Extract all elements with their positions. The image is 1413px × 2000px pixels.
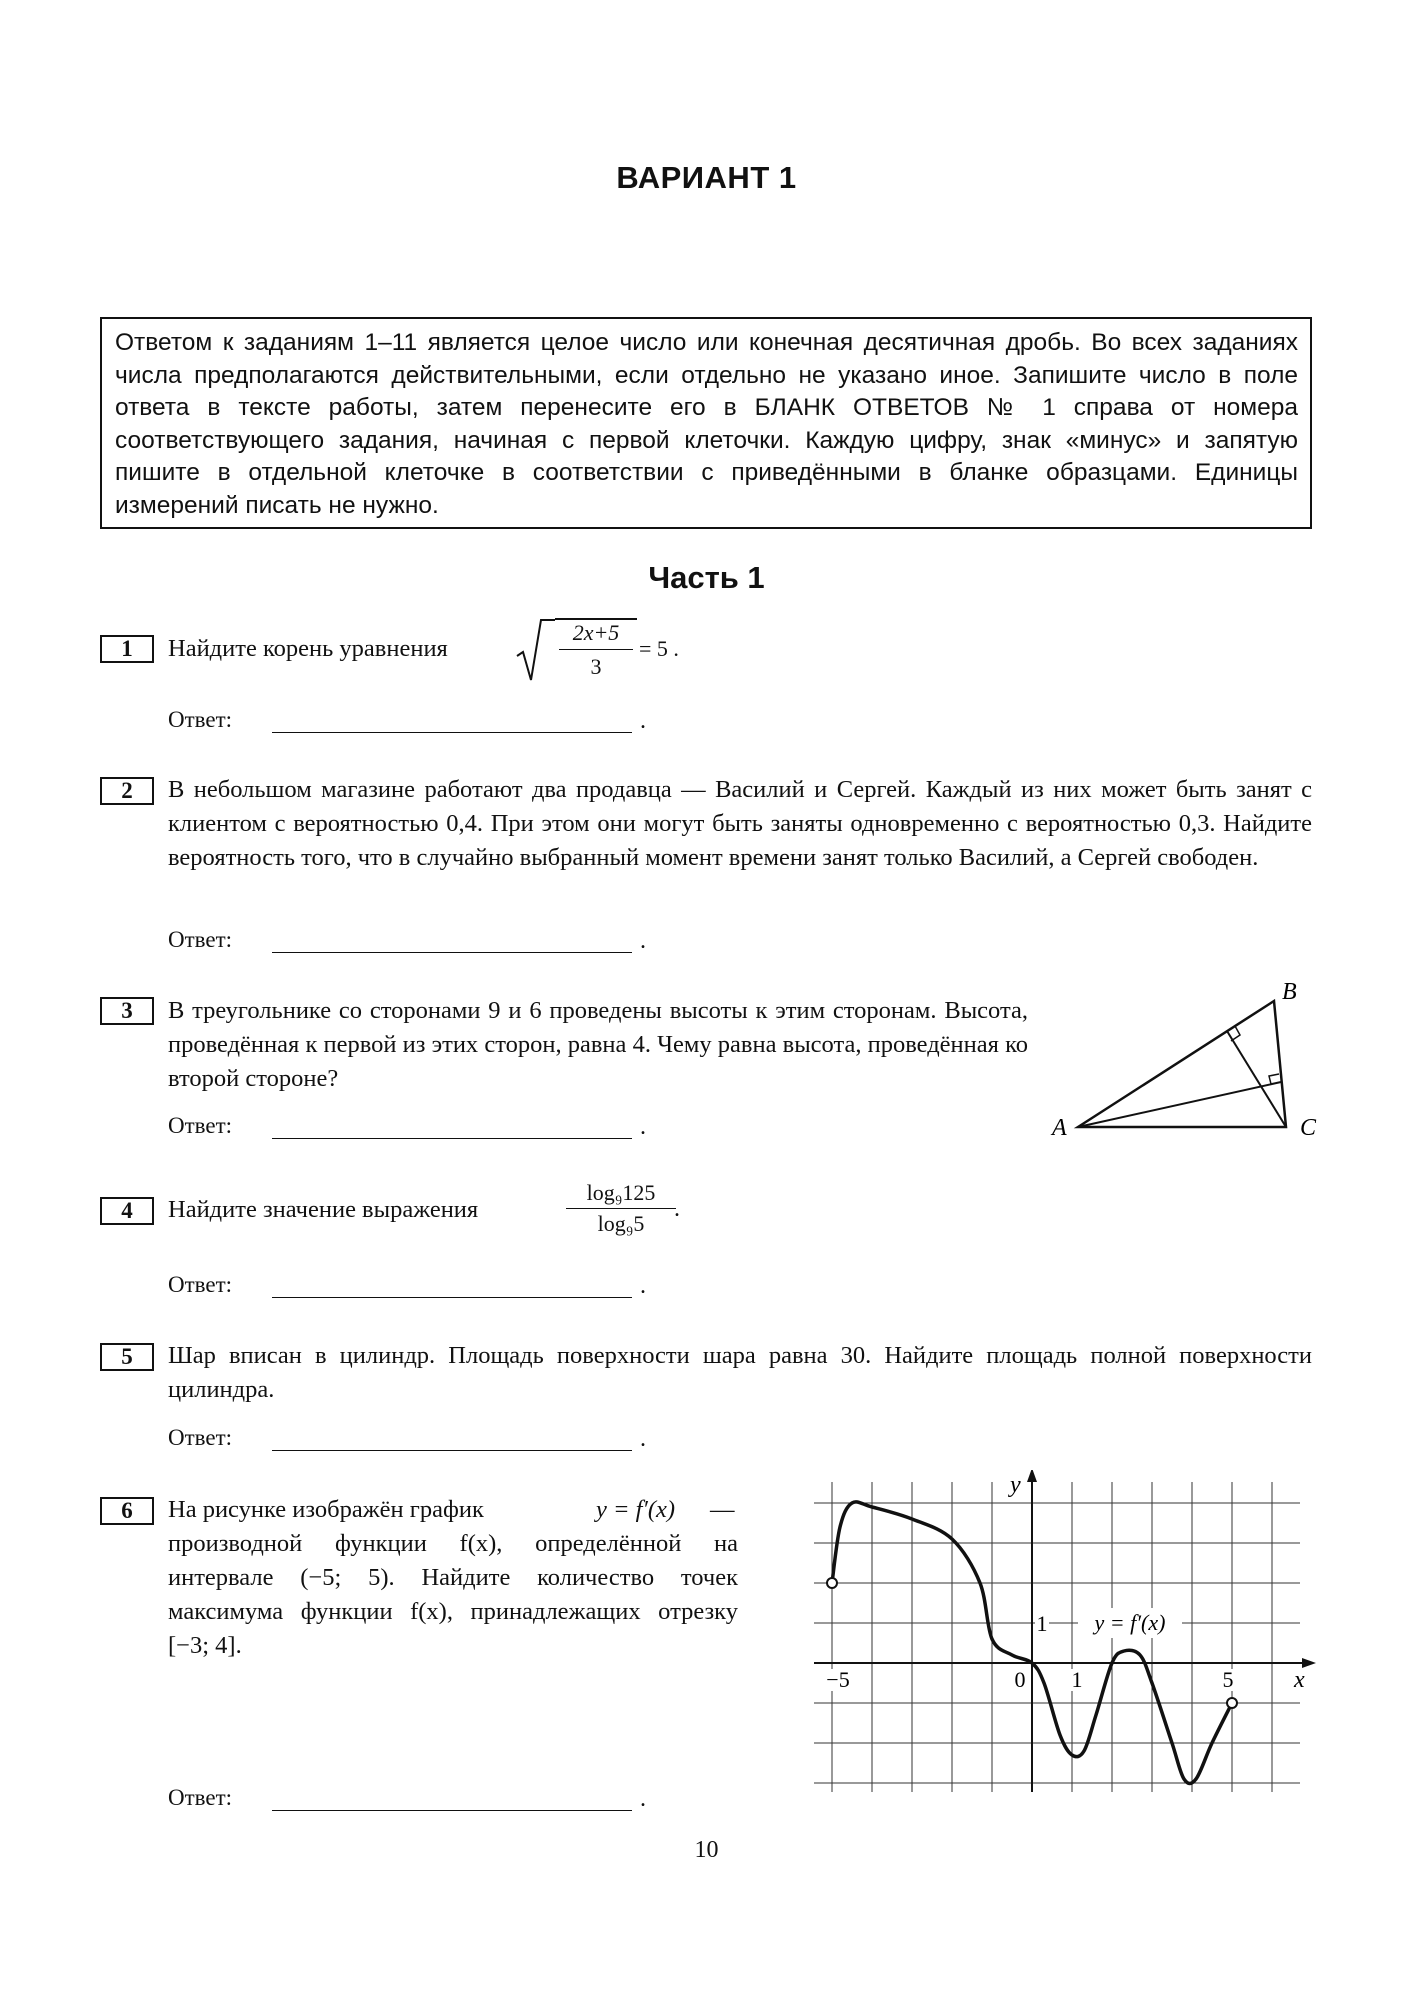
task-6-text-body: — производной функции f(x), определённой на интервале (−5; 5). Найдите количество точек максимума функции f(x), принадлежащих отрезку [−3; 4]. [168,1496,738,1659]
part-title: Часть 1 [648,560,765,595]
answer-label: Ответ: [168,707,233,732]
label-b: B [1282,979,1297,1005]
tick-label-1: 1 [1071,1667,1083,1692]
task-1-formula [515,614,695,684]
answer-dot: . [640,1273,646,1299]
instructions-box: Ответом к заданиям 1–11 является целое число или конечная десятичная дробь. Во всех заданиях числа предполагаются действительными, если отдельно не указано иное. Запишите число в поле ответа в тексте работы, затем перенесите его в БЛАНК ОТВЕТОВ № 1 справа от номера соответствующего задания, начиная с первой клеточки. Каждую цифру, знак «минус» и запятую пишите в отдельной клеточке в соответствии с приведёнными в бланке образцами. Единицы измерений писать не нужно. [100,317,1312,529]
page-title: ВАРИАНТ 1 [616,160,797,195]
graph-grid [814,1482,1300,1792]
task-number: 2 [100,777,154,805]
task-4-numerator: log₉125 [566,1180,676,1209]
task-3-text: В треугольнике со сторонами 9 и 6 проведены высоты к этим сторонам. Высота, проведённая к первой из этих сторон, равна 4. Чему равна высота, проведённая ко второй стороне? [168,997,1028,1092]
open-endpoint-left [827,1578,837,1588]
answer-field[interactable] [272,732,632,733]
task-1-text: Найдите корень уравнения [168,635,448,662]
answer-field[interactable] [272,1297,632,1298]
derivative-graph [800,1470,1320,1800]
answer-dot: . [640,1426,646,1452]
task-number: 6 [100,1497,154,1525]
page-number: 10 [694,1837,719,1863]
answer-dot: . [640,928,646,954]
open-endpoint-right [1227,1698,1237,1708]
x-axis-label: x [1294,1667,1305,1693]
answer-dot: . [640,1114,646,1140]
task-4-denominator: log₉5 [597,1211,645,1236]
task-2-text: В небольшом магазине работают два продавца — Василий и Сергей. Каждый из них может быть занят с клиентом с вероятностью 0,4. При этом они могут быть заняты одновременно с вероятностью 0,3. Найдите вероятность того, что в случайно выбранный момент времени занят только Василий, а Сергей свободен. [168,776,1312,871]
y-axis-label: y [1010,1472,1021,1498]
task-4-rhs: . [674,1196,680,1222]
tick-label-minus5: −5 [826,1667,850,1692]
y-axis-arrow-icon [1027,1470,1037,1482]
task-1-rhs: = 5 . [639,636,679,661]
task-5-text: Шар вписан в цилиндр. Площадь поверхности шара равна 30. Найдите площадь полной поверхности цилиндра. [168,1342,1312,1403]
task-4-text: Найдите значение выражения [168,1196,479,1223]
task-6-text-prefix: На рисунке изображён график [168,1496,484,1523]
answer-label: Ответ: [168,1425,233,1450]
task-6-text [168,1493,738,1663]
task-6-formula: y = f′(x) [596,1496,676,1523]
tick-label-y1: 1 [1036,1611,1048,1636]
triangle-abc [1078,1001,1286,1127]
answer-field[interactable] [272,952,632,953]
answer-label: Ответ: [168,1785,233,1810]
task-4-formula [566,1180,676,1237]
tick-label-0: 0 [1014,1667,1026,1692]
answer-label: Ответ: [168,1113,233,1138]
task-1-numerator: 2x+5 [572,620,620,645]
answer-field[interactable] [272,1810,632,1811]
answer-label: Ответ: [168,1272,233,1297]
label-a: A [1052,1115,1067,1141]
task-1-denominator: 3 [590,654,602,679]
answer-field[interactable] [272,1138,632,1139]
altitude-from-a [1078,1082,1281,1127]
label-c: C [1300,1115,1317,1141]
answer-dot: . [640,708,646,734]
answer-dot: . [640,1786,646,1812]
tick-label-5: 5 [1222,1667,1234,1692]
sqrt-sign-icon [515,614,555,686]
task-number: 5 [100,1343,154,1371]
answer-label: Ответ: [168,927,233,952]
answer-field[interactable] [272,1450,632,1451]
triangle-figure [1050,975,1340,1150]
curve-label: y = f′(x) [1094,1610,1166,1635]
task-number: 3 [100,997,154,1025]
task-number: 1 [100,635,154,663]
task-number: 4 [100,1197,154,1225]
